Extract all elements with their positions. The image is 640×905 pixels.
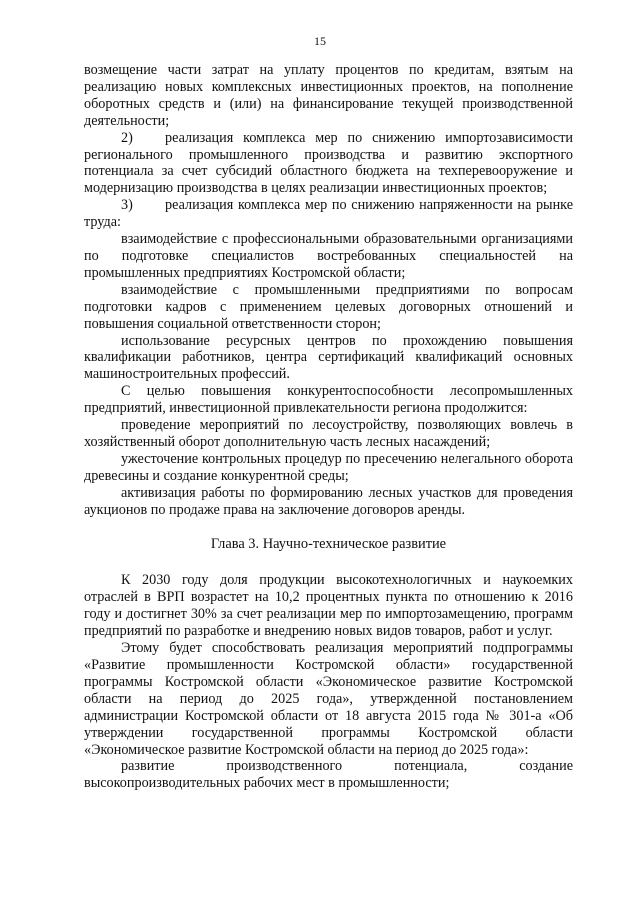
paragraph: взаимодействие с профессиональными образовательными организациями по подготовке специалистов востребованных специальностей на промышленных предприятиях Костромской области; — [84, 231, 573, 281]
paragraph: К 2030 году доля продукции высокотехнологичных и наукоемких отраслей в ВРП возрастет на 10,2 процентных пункта по отношению к 2016 году и достигнет 30% за счет реализации мер по импортозамещению, программ предприятий по разработке и внедрению новых видов товаров, работ и услуг. — [84, 572, 573, 640]
paragraph: использование ресурсных центров по прохождению повышения квалификации работников, центра сертификаций квалификаций основных машиностроительных профессий. — [84, 332, 573, 383]
paragraph: развитие производственного потенциала, создание высокопроизводительных рабочих мест в промышленности; — [84, 758, 573, 792]
list-text: реализация комплекса мер по снижению импортозависимости регионального промышленного производства и развитию экспортного потенциала за счет субсидий областного бюджета на техперевооружение и модернизацию производства в целях реализации инвестиционных проектов; — [84, 129, 573, 197]
paragraph: возмещение части затрат на уплату процентов по кредитам, взятым на реализацию новых комплексных инвестиционных проектов, на пополнение оборотных средств и (или) на финансирование текущей производственной деятельности; — [84, 62, 573, 129]
list-number: 3) — [121, 197, 133, 214]
paragraph: ужесточение контрольных процедур по пресечению нелегального оборота древесины и создание конкурентной среды; — [84, 450, 573, 484]
document-body — [84, 62, 573, 792]
list-number: 2) — [121, 129, 133, 146]
paragraph: проведение мероприятий по лесоустройству, позволяющих вовлечь в хозяйственный оборот дополнительную часть лесных насаждений; — [84, 417, 573, 450]
numbered-paragraph — [84, 130, 573, 198]
paragraph: Этому будет способствовать реализация мероприятий подпрограммы «Развитие промышленности Костромской области» государственной программы Костромской области «Экономическое развитие Костромской области на период до 2025 года», утвержденной постановлением администрации Костромской области от 18 августа 2015 года № 301-а «Об утверждении государственной программы Костромской области «Экономическое развитие Костромской области на период до 2025 года»: — [84, 640, 573, 758]
paragraph: взаимодействие с промышленными предприятиями по вопросам подготовки кадров с применением целевых договорных отношений и повышения социальной ответственности сторон; — [84, 281, 573, 332]
paragraph: активизация работы по формированию лесных участков для проведения аукционов по продаже права на заключение договоров аренды. — [84, 484, 573, 518]
chapter-heading: Глава 3. Научно-техническое развитие — [210, 536, 447, 553]
page-number: 15 — [314, 34, 326, 48]
paragraph: С целью повышения конкурентоспособности лесопромышленных предприятий, инвестиционной привлекательности региона продолжится: — [84, 383, 573, 417]
list-text: реализация комплекса мер по снижению напряженности на рынке труда: — [84, 197, 573, 231]
numbered-paragraph — [84, 197, 573, 231]
